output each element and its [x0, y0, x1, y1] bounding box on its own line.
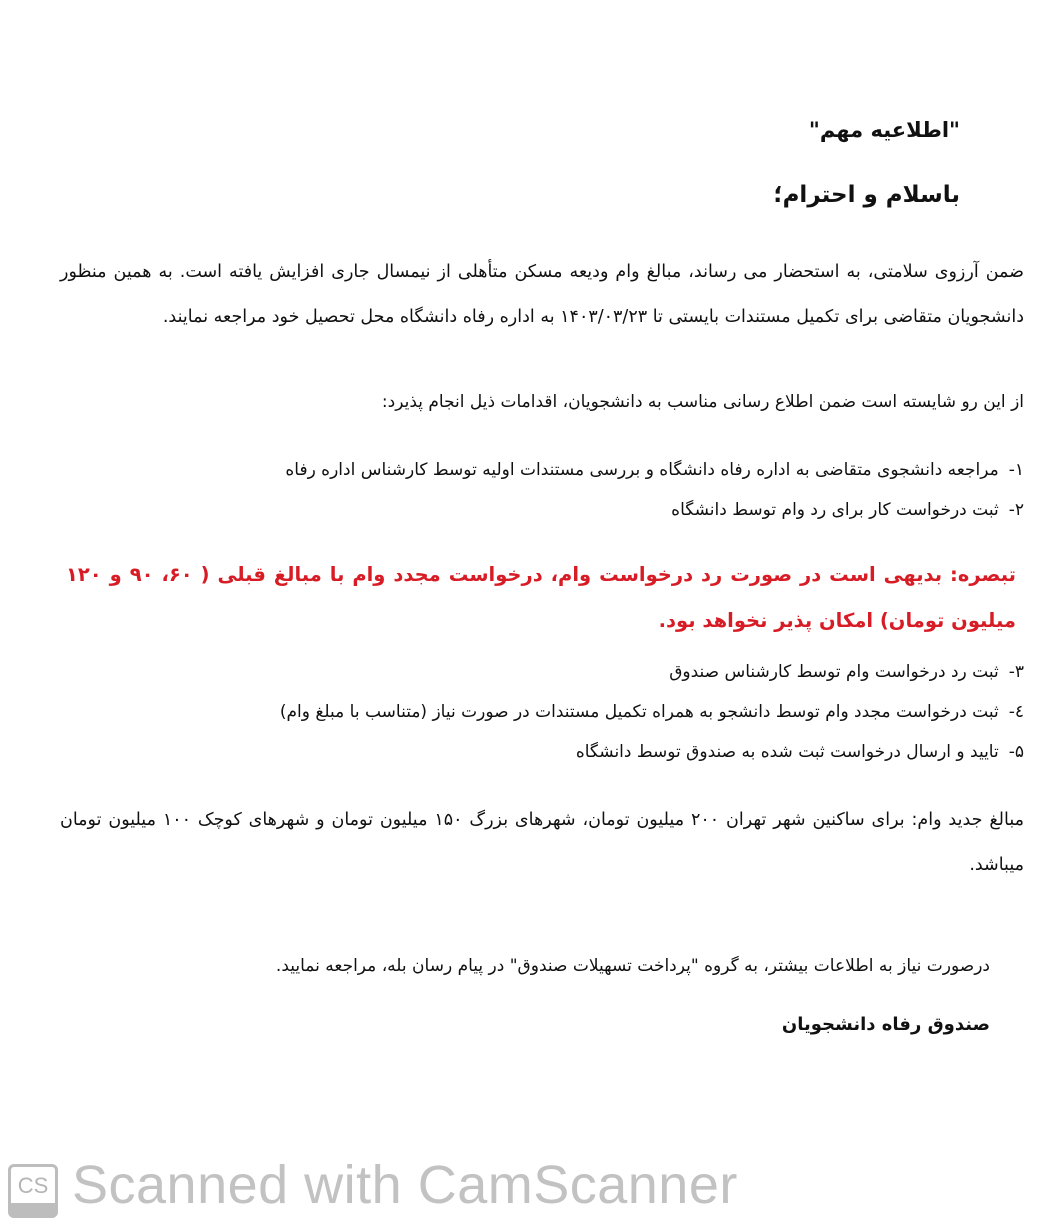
step-text: تایید و ارسال درخواست ثبت شده به صندوق توسط دانشگاه	[575, 742, 999, 762]
watermark-text: Scanned with CamScanner	[72, 1155, 738, 1215]
list-item	[60, 692, 1024, 732]
step-number: ۲-	[1008, 500, 1024, 520]
list-item	[60, 652, 1024, 692]
step-number: ۵-	[1008, 742, 1024, 762]
steps-list-part1	[60, 450, 1024, 530]
note-warning: تبصره: بدیهی است در صورت رد درخواست وام، درخواست مجدد وام با مبالغ قبلی ( ۶۰، ۹۰ و ۱۲۰ میلیون تومان) امکان پذیر نخواهد بود.	[66, 563, 1016, 632]
step-number: ٤-	[1008, 702, 1024, 722]
new-loan-amounts-paragraph: مبالغ جدید وام: برای ساکنین شهر تهران ۲۰۰ میلیون تومان، شهرهای بزرگ ۱۵۰ میلیون تومان و شهرهای کوچک ۱۰۰ میلیون تومان میباشد.	[60, 810, 1025, 875]
logo-bar	[11, 1203, 55, 1215]
list-item	[60, 490, 1024, 530]
intro-paragraph: ضمن آرزوی سلامتی، به استحضار می رساند، مبالغ وام ودیعه مسکن متأهلی از نیمسال جاری افزایش یافته است. به همین منظور دانشجویان متقاضی برای تکمیل مستندات بایستی تا ۱۴۰۳/۰۳/۲۳ به اداره رفاه دانشگاه محل تحصیل خود مراجعه نمایند.	[60, 262, 1024, 327]
step-text: ثبت رد درخواست وام توسط کارشناس صندوق	[669, 662, 999, 682]
announcement-title: "اطلاعیه مهم"	[808, 118, 960, 142]
camscanner-logo-icon	[8, 1164, 58, 1218]
step-text: ثبت درخواست کار برای رد وام توسط دانشگاه	[671, 500, 999, 520]
contact-info-paragraph: درصورت نیاز به اطلاعات بیشتر، به گروه "پرداخت تسهیلات صندوق" در پیام رسان بله، مراجعه نمایید.	[275, 956, 990, 976]
step-text: ثبت درخواست مجدد وام توسط دانشجو به همراه تکمیل مستندات در صورت نیاز (متناسب با مبلغ وام)	[279, 702, 999, 722]
actions-intro-paragraph: از این رو شایسته است ضمن اطلاع رسانی مناسب به دانشجویان، اقدامات ذیل انجام پذیرد:	[381, 392, 1024, 412]
step-text: مراجعه دانشجوی متقاضی به اداره رفاه دانشگاه و بررسی مستندات اولیه توسط کارشناس اداره رفاه	[285, 460, 999, 480]
logo-text: CS	[17, 1173, 49, 1198]
greeting: باسلام و احترام؛	[773, 182, 960, 208]
step-number: ۳-	[1008, 662, 1024, 682]
list-item	[60, 732, 1024, 772]
step-number: ۱-	[1008, 460, 1024, 480]
list-item	[60, 450, 1024, 490]
steps-list-part2	[60, 652, 1024, 772]
camscanner-watermark	[8, 1150, 738, 1220]
signature: صندوق رفاه دانشجویان	[781, 1014, 990, 1035]
